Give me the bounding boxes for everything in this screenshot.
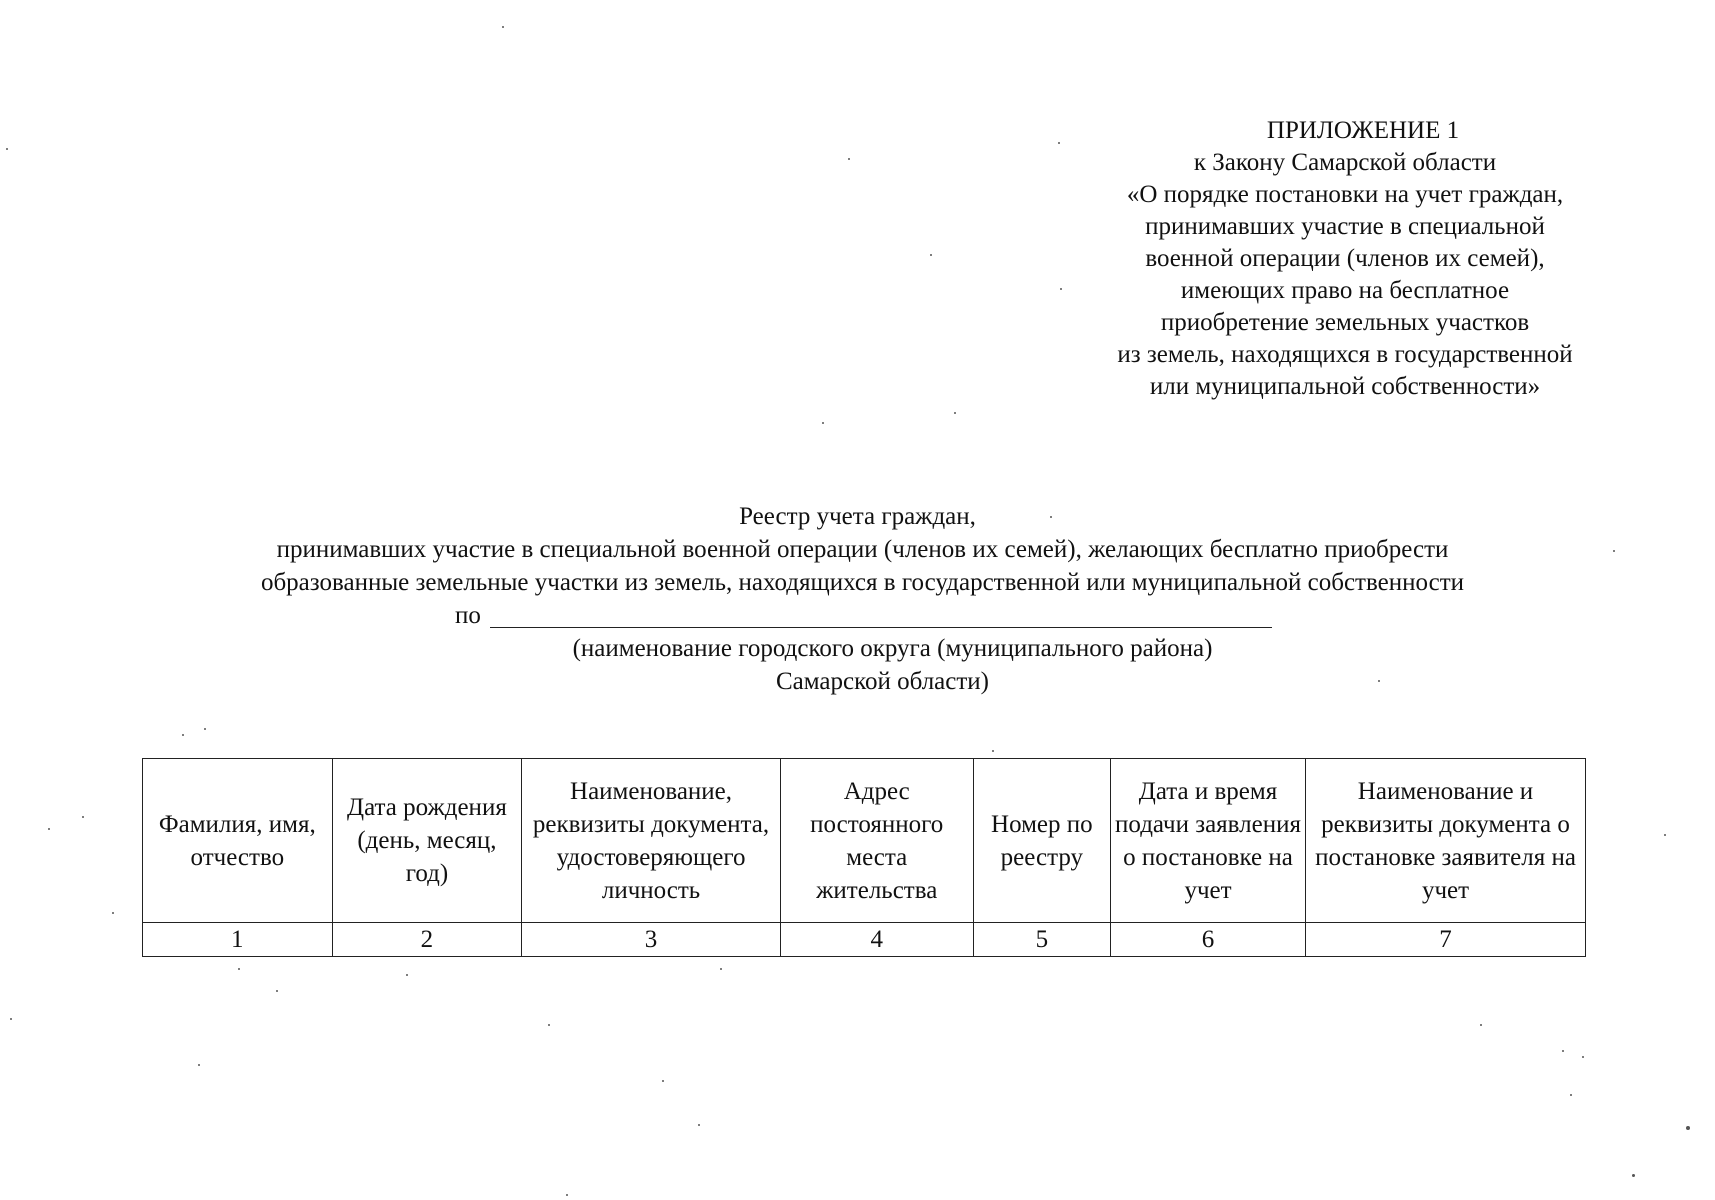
header-registration-document: Наименование и реквизиты документа о постановке заявителя на учет	[1306, 759, 1586, 923]
scan-speck	[238, 968, 240, 970]
column-number-row	[143, 923, 1586, 957]
registry-title-line: принимавших участие в специальной военной операции (членов их семей), желающих бесплатно приобрести	[276, 536, 1449, 563]
scan-speck	[1686, 1126, 1690, 1130]
scan-speck	[182, 734, 184, 736]
appendix-line: военной операции (членов их семей),	[1145, 245, 1545, 272]
po-label: по	[455, 602, 481, 629]
scan-speck	[698, 1124, 700, 1126]
scan-speck	[954, 412, 956, 414]
scan-speck	[1480, 1024, 1482, 1026]
scan-speck	[1058, 142, 1060, 144]
appendix-block	[1060, 115, 1630, 403]
scan-speck	[662, 1080, 664, 1082]
header-residence-address: Адрес постоянного места жительства	[780, 759, 973, 923]
scan-speck	[1632, 1174, 1635, 1177]
territory-caption: (наименование городского округа (муниципального района)	[572, 635, 1213, 662]
column-number: 5	[973, 923, 1110, 957]
scan-speck	[1378, 680, 1380, 682]
appendix-line: принимавших участие в специальной	[1145, 213, 1545, 240]
appendix-line: к Закону Самарской области	[1193, 149, 1497, 176]
scan-speck	[48, 828, 50, 830]
territory-blank-line	[490, 627, 1272, 628]
registry-title-line: Реестр учета граждан,	[739, 503, 976, 530]
header-identity-document: Наименование, реквизиты документа, удостоверяющего личность	[522, 759, 781, 923]
header-full-name: Фамилия, имя, отчество	[143, 759, 333, 923]
registry-table	[142, 758, 1586, 957]
registry-heading	[0, 500, 1715, 698]
column-number: 4	[780, 923, 973, 957]
scan-speck	[1613, 550, 1615, 552]
scan-speck	[1050, 516, 1052, 518]
appendix-line: «О порядке постановки на учет граждан,	[1126, 181, 1564, 208]
appendix-line: из земель, находящихся в государственной	[1117, 341, 1573, 368]
column-number: 1	[143, 923, 333, 957]
scan-speck	[204, 728, 206, 730]
header-application-datetime: Дата и время подачи заявления о постановке на учет	[1111, 759, 1306, 923]
column-number: 3	[522, 923, 781, 957]
scan-speck	[1562, 1050, 1564, 1052]
scan-speck	[6, 148, 8, 150]
scan-speck	[848, 158, 850, 160]
territory-fill-row	[0, 599, 1715, 632]
scan-speck	[198, 1064, 200, 1066]
appendix-title: ПРИЛОЖЕНИЕ 1	[1266, 117, 1460, 144]
appendix-line: имеющих право на бесплатное	[1180, 277, 1510, 304]
scan-speck	[566, 1194, 568, 1196]
scan-speck	[406, 974, 408, 976]
scan-speck	[502, 26, 504, 28]
appendix-line: или муниципальной собственности»	[1149, 373, 1541, 400]
column-number: 7	[1306, 923, 1586, 957]
table-header-row	[143, 759, 1586, 923]
scan-speck	[10, 1018, 12, 1020]
registry-title-line: образованные земельные участки из земель, находящихся в государственной или муниципальной собственности	[260, 569, 1465, 596]
scan-speck	[822, 422, 824, 424]
scan-speck	[1582, 1056, 1584, 1058]
scan-speck	[1664, 834, 1666, 836]
scan-speck	[1060, 288, 1062, 290]
header-registry-number: Номер по реестру	[973, 759, 1110, 923]
column-number: 2	[332, 923, 522, 957]
scan-speck	[1570, 1094, 1572, 1096]
scan-speck	[548, 1024, 550, 1026]
scan-speck	[720, 968, 722, 970]
territory-caption: Самарской области)	[775, 668, 989, 695]
scan-speck	[930, 254, 932, 256]
header-birth-date: Дата рождения (день, месяц, год)	[332, 759, 522, 923]
appendix-line: приобретение земельных участков	[1160, 309, 1530, 336]
scan-speck	[112, 912, 114, 914]
scan-speck	[82, 816, 84, 818]
scan-speck	[276, 990, 278, 992]
column-number: 6	[1111, 923, 1306, 957]
scan-speck	[992, 750, 994, 752]
